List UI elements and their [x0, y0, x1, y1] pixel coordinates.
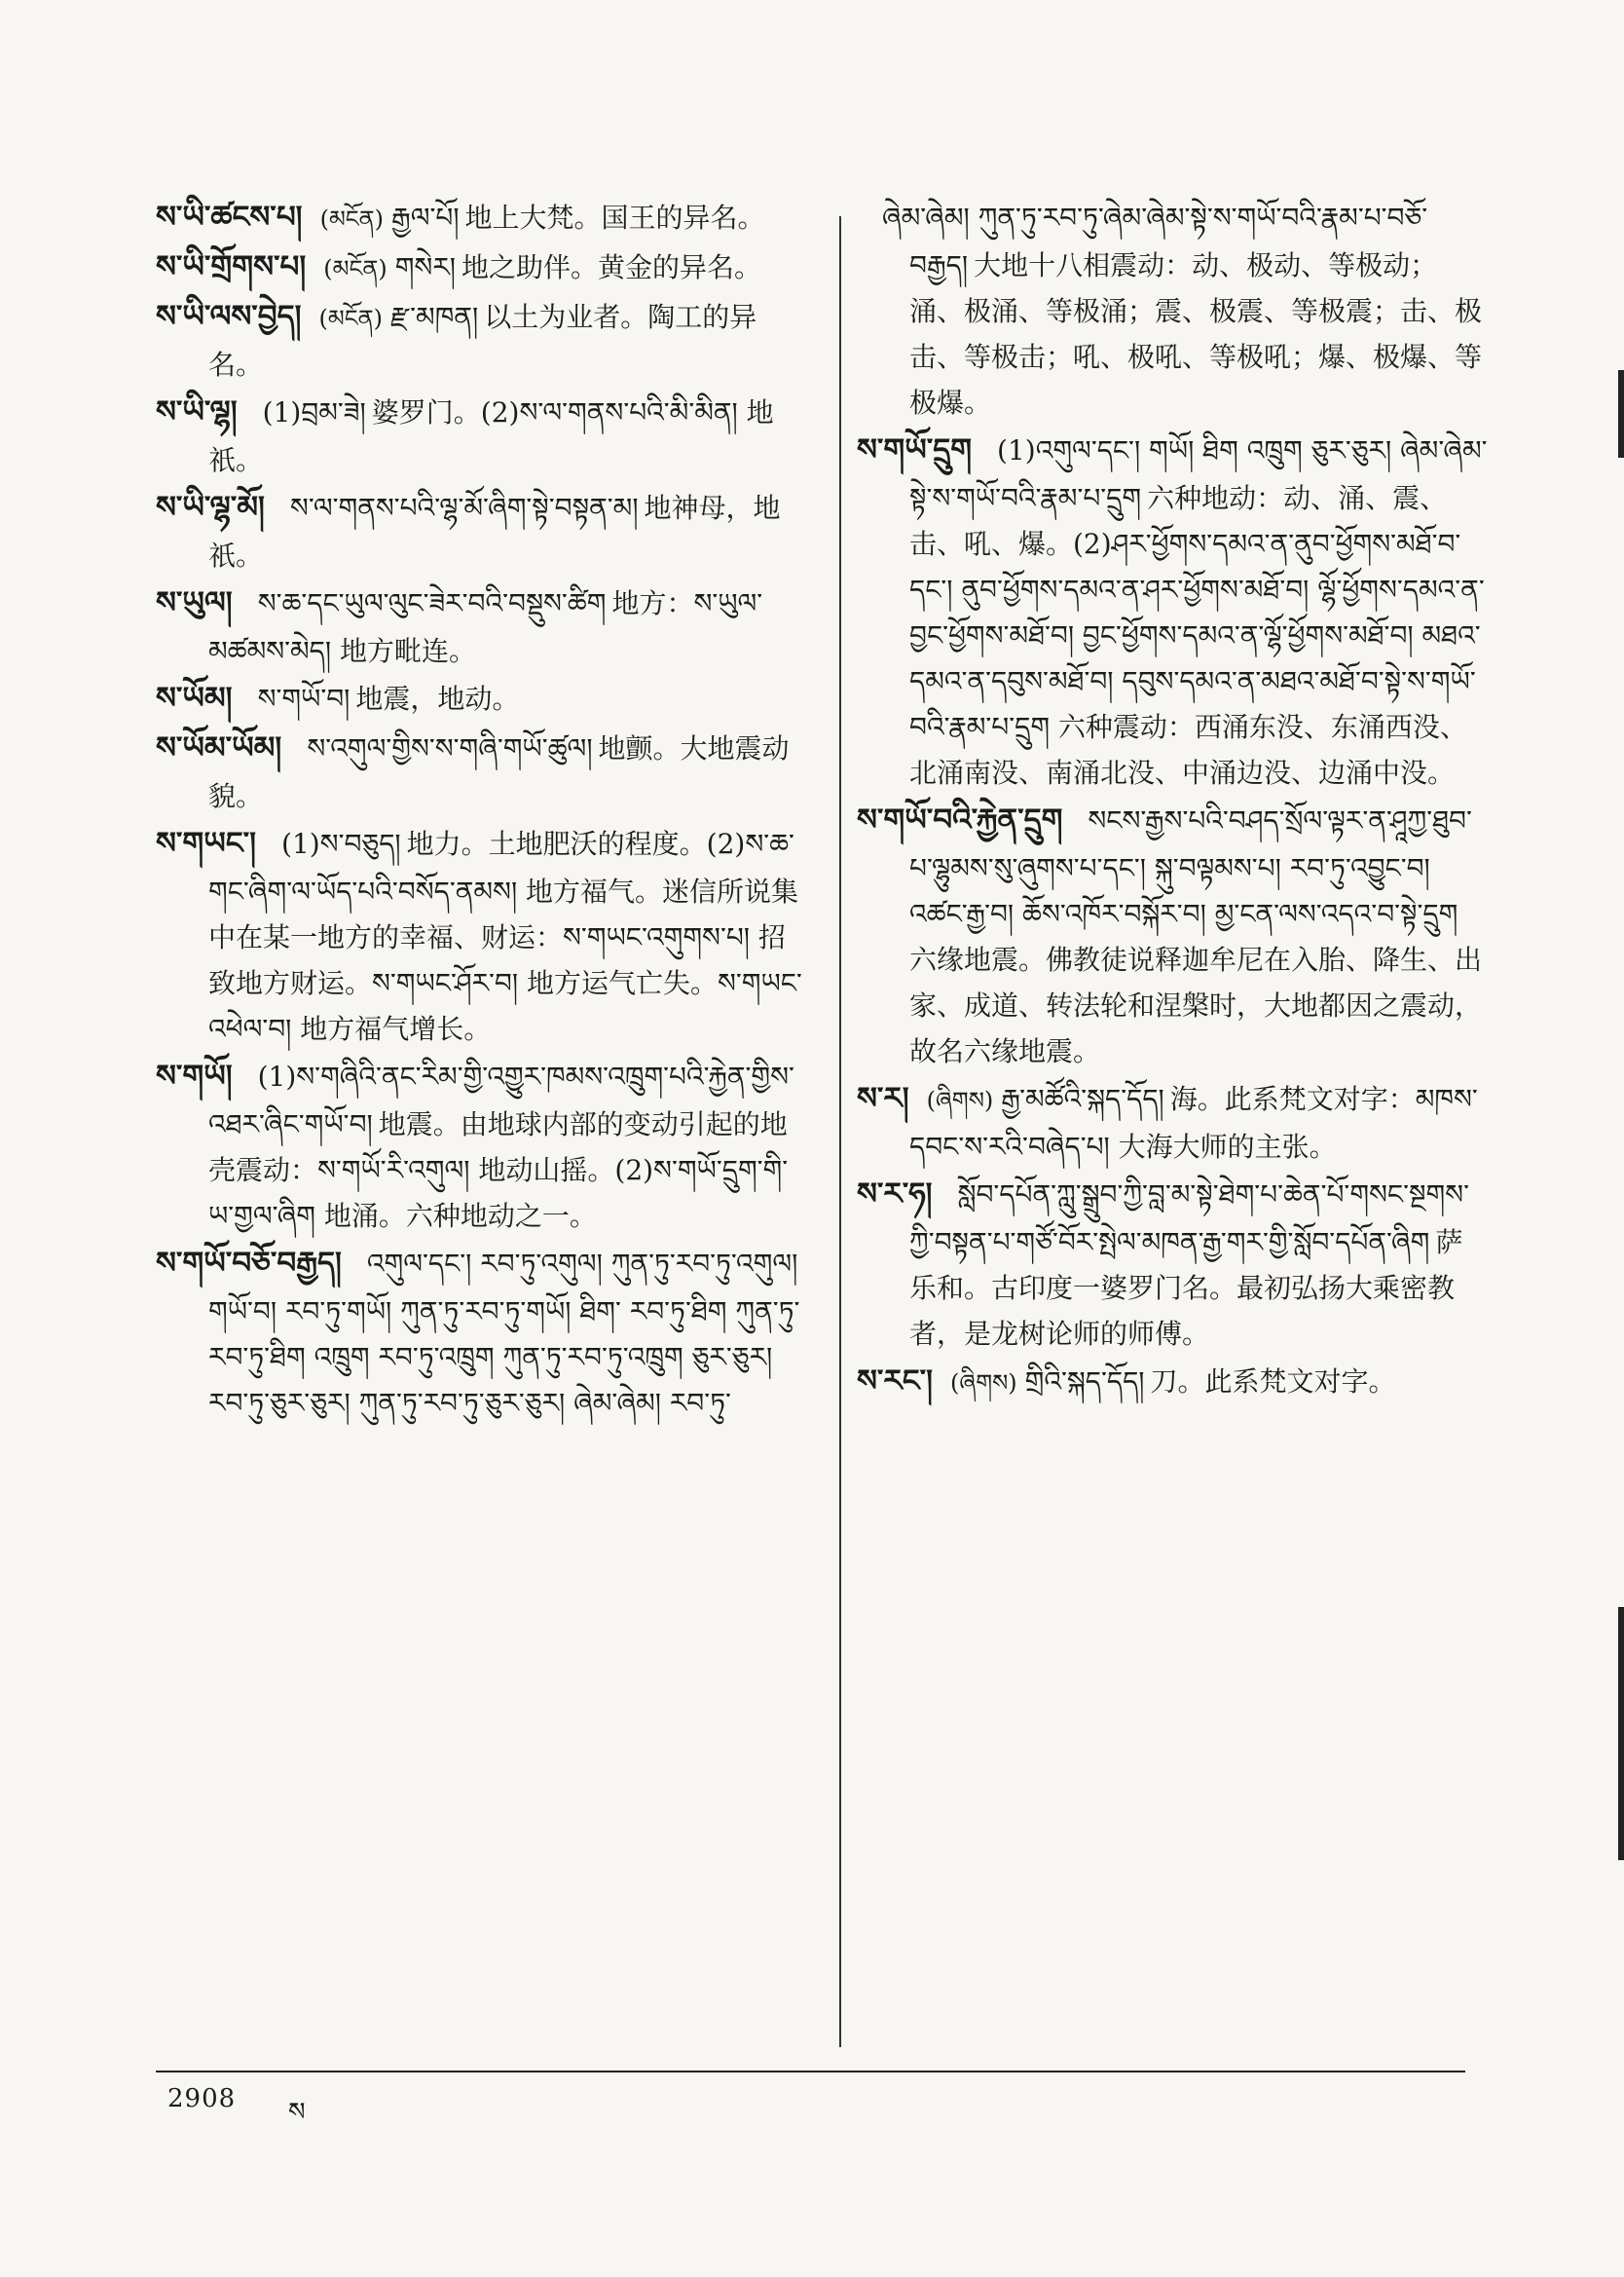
- tibetan-definition: རྫ་མཁན།: [389, 301, 479, 333]
- column-divider: [839, 216, 841, 2047]
- left-column: [156, 195, 808, 1428]
- tibetan-definition: ཞེམ་ཞེམ། ཀུན་ཏུ་རབ་ཏུ་ཞེམ་ཞེམ་སྟེ་ས་གཡོ་བའི་རྣམ་པ་བཅོ་བརྒྱད།: [882, 202, 1428, 281]
- chinese-definition: 地震。由地球内部的变动引起的地壳震动：ས་གཡོ་རི་འགུལ། 地动山摇。(2)ས་གཡོ་དྲུག་གི་ཡ་གྱལ་ཞིག 地涌。六种地动之一。: [208, 1108, 789, 1232]
- tibetan-definition: ས་འགུལ་གྱིས་ས་གཞི་གཡོ་ཚུལ།: [307, 732, 593, 765]
- headword: ས་གཡང་།: [156, 826, 257, 861]
- dictionary-entry: [156, 294, 808, 388]
- dictionary-entry: [156, 1241, 808, 1426]
- chinese-definition: 地神母，地祇。: [208, 492, 781, 572]
- dictionary-entry: [857, 1359, 1490, 1406]
- headword: ས་ཡི་གྲོགས་པ།: [156, 249, 307, 284]
- usage-abbreviation: (མངོན): [318, 305, 383, 332]
- headword: ས་ཡི་ལྷ་མོ།: [156, 490, 265, 525]
- headword: ས་ཡོམ་ཡོམ།: [156, 730, 282, 765]
- dictionary-entry: [857, 428, 1490, 796]
- usage-abbreviation: (ཞིགས): [926, 1087, 994, 1114]
- chinese-definition: 地之助伴。黄金的异名。: [461, 251, 761, 283]
- chinese-definition: 地力。土地肥沃的程度。(2)ས་ཆ་གང་ཞིག་ལ་ཡོད་པའི་བསོད་ནམས། 地方福气。迷信所说集中在某一地方的幸福、财运：ས་གཡང་འགུགས་པ། 招致地方财运。ས་གཡང་ཤོར་བ། 地方运气亡失。ས་གཡང་འཕེལ་བ། 地方福气增长。: [208, 828, 802, 1045]
- scan-edge-mark: [1618, 370, 1624, 458]
- headword: ས་ར།: [857, 1081, 909, 1116]
- dictionary-entry: [156, 244, 808, 292]
- chinese-definition: 六种地动：动、涌、震、击、吼、爆。(2)ཤར་ཕྱོགས་དམའ་ན་ནུབ་ཕྱོགས་མཐོ་བ་དང་། ནུབ་ཕྱོགས་དམའ་ན་ཤར་ཕྱོགས་མཐོ་བ། ལྷོ་ཕྱོགས་དམའ་ན་བྱང་ཕྱོགས་མཐོ་བ། བྱང་ཕྱོགས་དམའ་ན་ལྷོ་ཕྱོགས་མཐོ་བ། མཐའ་དམའ་ན་དབུས་མཐོ་བ། དབུས་དམའ་ན་མཐའ་མཐོ་བ་སྟེ་ས་གཡོ་བའི་རྣམ་པ་དྲུག 六种震动：西涌东没、东涌西没、北涌南没、南涌北没、中涌边没、边涌中没。: [909, 482, 1485, 789]
- chinese-definition: 萨乐和。古印度一婆罗门名。最初弘扬大乘密教者，是龙树论师的师傅。: [909, 1226, 1463, 1350]
- chinese-definition: 海。此系梵文对字：མཁས་དབང་ས་རའི་བཞེད་པ། 大海大师的主张。: [909, 1083, 1478, 1163]
- section-letter: ས: [288, 2098, 306, 2127]
- headword: ས་རང་།: [857, 1363, 934, 1399]
- tibetan-definition: འགུལ་དང་། རབ་ཏུ་འགུལ། ཀུན་ཏུ་རབ་ཏུ་འགུལ། གཡོ་བ། རབ་ཏུ་གཡོ། ཀུན་ཏུ་རབ་ཏུ་གཡོ། ཐིག་ རབ་ཏུ་ཐིག ཀུན་ཏུ་རབ་ཏུ་ཐིག འཁྲུག རབ་ཏུ་འཁྲུག ཀུན་ཏུ་རབ་ཏུ་འཁྲུག ཅུར་ཅུར། རབ་ཏུ་ཅུར་ཅུར། ཀུན་ཏུ་རབ་ཏུ་ཅུར་ཅུར། ཞེམ་ཞེམ། རབ་ཏུ་: [208, 1248, 800, 1419]
- headword: ས་གཡོ་བའི་རྐྱེན་དྲུག: [857, 803, 1063, 838]
- tibetan-definition: ས་གཡོ་བ།: [257, 683, 351, 715]
- tibetan-definition: (1)ས་བཅུད།: [281, 828, 401, 860]
- chinese-definition: 地上大梵。国王的异名。: [464, 202, 765, 234]
- headword: ས་ཡི་ཚངས་པ།: [156, 200, 303, 235]
- headword: ས་ཡོམ།: [156, 681, 233, 716]
- dictionary-entry: [156, 1054, 808, 1239]
- headword: ས་ཡི་ལས་བྱེད།: [156, 299, 302, 334]
- dictionary-entry: [156, 485, 808, 579]
- page-number: 2908: [167, 2084, 237, 2113]
- headword: ས་ར་ཧ།: [857, 1176, 933, 1212]
- tibetan-definition: ས་ལ་གནས་པའི་ལྷ་མོ་ཞིག་སྟེ་བསྟན་མ།: [289, 492, 639, 524]
- dictionary-entry: [156, 195, 808, 243]
- tibetan-definition: ས་ཆ་དང་ཡུལ་ལུང་ཟེར་བའི་བསྡུས་ཚིག: [257, 587, 607, 619]
- dictionary-entry: [156, 390, 808, 483]
- scan-edge-mark: [1618, 1607, 1624, 1860]
- headword: ས་གཡོ་བཅོ་བརྒྱད།: [156, 1246, 342, 1281]
- tibetan-definition: སངས་རྒྱས་པའི་བཤད་སྲོལ་ལྟར་ན་ཤཱཀྱ་ཐུབ་པ་ལྷུམས་སུ་ཞུགས་པ་དང་། སྐུ་བལྟམས་པ། རབ་ཏུ་འབྱུང་བ། འཚང་རྒྱ་བ། ཆོས་འཁོར་བསྐོར་བ། མྱ་ངན་ལས་འདའ་བ་སྟེ་དྲུག: [909, 804, 1472, 930]
- chinese-definition: 地方：ས་ཡུལ་མཚམས་མེད། 地方毗连。: [208, 587, 763, 667]
- chinese-definition: 地颤。大地震动貌。: [208, 732, 790, 812]
- headword: ས་གཡོ།: [156, 1059, 233, 1094]
- headword: ས་ཡུལ།: [156, 585, 233, 620]
- dictionary-entry: [156, 676, 808, 724]
- chinese-definition: 地震，地动。: [355, 683, 520, 715]
- usage-abbreviation: (མངོན): [319, 205, 385, 233]
- dictionary-entry: [156, 821, 808, 1052]
- tibetan-definition: (1)བྲམ་ཟེ།: [262, 396, 366, 429]
- usage-abbreviation: (ཞིགས): [950, 1369, 1017, 1397]
- tibetan-definition: (1)ས་གཞིའི་ནང་རིམ་གྱི་འགྱུར་ཁམས་འཁྲུག་པའི་རྐྱེན་གྱིས་འཐར་ཞིང་གཡོ་བ།: [208, 1061, 794, 1140]
- chinese-definition: 六缘地震。佛教徒说释迦牟尼在入胎、降生、出家、成道、转法轮和涅槃时，大地都因之震动，故名六缘地震。: [909, 944, 1483, 1067]
- tibetan-definition: རྒྱལ་པོ།: [391, 202, 460, 234]
- dictionary-entry: [857, 1172, 1490, 1357]
- chinese-definition: 以土为业者。陶工的异名。: [208, 301, 757, 381]
- tibetan-definition: གསེར།: [394, 251, 456, 283]
- right-column: [857, 195, 1490, 1408]
- dictionary-entry: [156, 726, 808, 819]
- headword: ས་ཡི་ལྷ།: [156, 394, 238, 429]
- dictionary-entry: [857, 1076, 1490, 1170]
- chinese-definition: 刀。此系梵文对字。: [1150, 1365, 1396, 1398]
- footer-rule: [156, 2071, 1465, 2072]
- dictionary-entry: [857, 798, 1490, 1074]
- tibetan-definition: སློབ་དཔོན་ཀླུ་སྒྲུབ་ཀྱི་བླ་མ་སྟེ་ཐེག་པ་ཆེན་པོ་གསང་སྔགས་ཀྱི་བསྟན་པ་གཙོ་བོར་སྤེལ་མཁན་རྒྱ་གར་གྱི་སློབ་དཔོན་ཞིག: [909, 1178, 1469, 1258]
- dictionary-entry-continued: [857, 195, 1490, 426]
- tibetan-definition: (1)འགུལ་དང་། གཡོ། ཐིག འཁྲུག ཅུར་ཅུར། ཞེམ་ཞེམ་སྟེ་ས་གཡོ་བའི་རྣམ་པ་དྲུག: [909, 434, 1488, 514]
- chinese-definition: 婆罗门。(2)ས་ལ་གནས་པའི་མི་མིན། 地祇。: [208, 396, 774, 476]
- dictionary-entry: [156, 580, 808, 674]
- tibetan-definition: རྒྱ་མཚོའི་སྐད་དོད།: [1001, 1083, 1164, 1115]
- usage-abbreviation: (མངོན): [323, 255, 388, 282]
- headword: ས་གཡོ་དྲུག: [857, 432, 973, 467]
- tibetan-definition: གྲིའི་སྐད་དོད།: [1024, 1365, 1145, 1398]
- chinese-definition: 大地十八相震动：动、极动、等极动；涌、极涌、等极涌；震、极震、等极震；击、极击、等极击；吼、极吼、等极吼；爆、极爆、等极爆。: [909, 249, 1483, 419]
